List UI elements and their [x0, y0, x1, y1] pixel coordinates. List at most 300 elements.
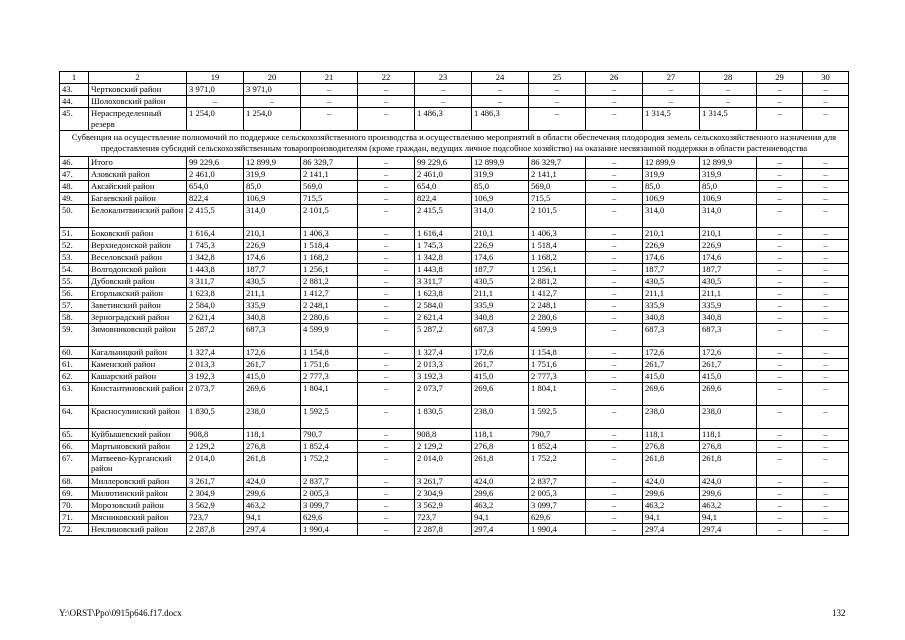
table-row	[60, 499, 849, 511]
value-cell: –	[358, 299, 415, 311]
value-cell: 269,6	[472, 382, 529, 405]
value-cell: 1 745,3	[415, 239, 472, 251]
value-cell: 1 990,4	[301, 523, 358, 535]
value-cell: –	[757, 370, 803, 382]
value-cell: 2 881,2	[301, 275, 358, 287]
value-cell: 430,5	[244, 275, 301, 287]
value-cell: 172,6	[244, 346, 301, 358]
value-cell: 1 443,8	[187, 263, 244, 275]
value-cell: –	[757, 311, 803, 323]
value-cell: 261,7	[244, 358, 301, 370]
value-cell: 2 415,5	[187, 204, 244, 227]
value-cell: 3 192,3	[415, 370, 472, 382]
value-cell: –	[757, 263, 803, 275]
value-cell: 226,9	[472, 239, 529, 251]
district-name: Аксайский район	[89, 180, 187, 192]
row-number: 47.	[60, 168, 89, 180]
value-cell: –	[803, 440, 849, 452]
value-cell: –	[586, 311, 643, 323]
value-cell: 261,8	[700, 452, 757, 475]
value-cell: 335,9	[700, 299, 757, 311]
value-cell: –	[757, 204, 803, 227]
district-name: Миллеровский район	[89, 475, 187, 487]
document-path: Y:\ORST\Ppo\0915p646.f17.docx	[59, 608, 182, 618]
value-cell: 463,2	[700, 499, 757, 511]
value-cell: –	[358, 382, 415, 405]
value-cell: 2 013,3	[187, 358, 244, 370]
row-number: 62.	[60, 370, 89, 382]
value-cell: 1 486,3	[415, 108, 472, 131]
value-cell: –	[358, 499, 415, 511]
value-cell: –	[529, 84, 586, 96]
value-cell: 118,1	[472, 428, 529, 440]
district-name: Матвеево-Курганский район	[89, 452, 187, 475]
row-number: 64.	[60, 405, 89, 428]
value-cell: 2 415,5	[415, 204, 472, 227]
table-row	[60, 84, 849, 96]
value-cell: 319,9	[700, 168, 757, 180]
value-cell: –	[803, 180, 849, 192]
value-cell: 1 623,8	[415, 287, 472, 299]
value-cell: –	[358, 108, 415, 131]
table-row	[60, 487, 849, 499]
value-cell: 238,0	[472, 405, 529, 428]
value-cell: 629,6	[529, 511, 586, 523]
value-cell: –	[529, 96, 586, 108]
table-row	[60, 358, 849, 370]
value-cell: 1 752,2	[301, 452, 358, 475]
value-cell: 314,0	[472, 204, 529, 227]
value-cell: –	[757, 346, 803, 358]
value-cell: 1 752,2	[529, 452, 586, 475]
value-cell: 211,1	[700, 287, 757, 299]
district-name: Веселовский район	[89, 251, 187, 263]
value-cell: 86 329,7	[301, 156, 358, 168]
district-name: Чертковский район	[89, 84, 187, 96]
value-cell: –	[586, 204, 643, 227]
value-cell: 463,2	[244, 499, 301, 511]
value-cell: 790,7	[529, 428, 586, 440]
table-row	[60, 263, 849, 275]
value-cell: 2 101,5	[301, 204, 358, 227]
value-cell: 85,0	[472, 180, 529, 192]
value-cell: –	[586, 180, 643, 192]
value-cell: 1 168,2	[529, 251, 586, 263]
value-cell: 319,9	[472, 168, 529, 180]
value-cell: –	[187, 96, 244, 108]
row-number: 56.	[60, 287, 89, 299]
value-cell: 276,8	[472, 440, 529, 452]
column-header: 24	[472, 72, 529, 84]
value-cell: 226,9	[643, 239, 700, 251]
value-cell: 210,1	[472, 227, 529, 239]
value-cell: 2 287,8	[415, 523, 472, 535]
value-cell: 1 406,3	[529, 227, 586, 239]
value-cell: 415,0	[244, 370, 301, 382]
district-name: Мартыновский район	[89, 440, 187, 452]
value-cell: 1 154,8	[301, 346, 358, 358]
table-row	[60, 382, 849, 405]
value-cell: 3 562,9	[187, 499, 244, 511]
value-cell: –	[803, 358, 849, 370]
value-cell: –	[358, 192, 415, 204]
value-cell: –	[586, 156, 643, 168]
row-number: 65.	[60, 428, 89, 440]
table-row	[60, 275, 849, 287]
value-cell: 340,8	[643, 311, 700, 323]
value-cell: 2 280,6	[301, 311, 358, 323]
value-cell: –	[803, 108, 849, 131]
row-number: 49.	[60, 192, 89, 204]
value-cell: –	[803, 452, 849, 475]
row-number: 68.	[60, 475, 89, 487]
value-cell: 2 584,0	[415, 299, 472, 311]
value-cell: –	[757, 323, 803, 346]
column-header: 27	[643, 72, 700, 84]
value-cell: 211,1	[472, 287, 529, 299]
value-cell: –	[757, 156, 803, 168]
value-cell: 85,0	[244, 180, 301, 192]
value-cell: –	[529, 108, 586, 131]
district-name: Шолоховский район	[89, 96, 187, 108]
value-cell: 424,0	[700, 475, 757, 487]
district-name: Итого	[89, 156, 187, 168]
value-cell: 1 342,8	[415, 251, 472, 263]
table-row	[60, 168, 849, 180]
value-cell: 822,4	[415, 192, 472, 204]
value-cell: 174,6	[472, 251, 529, 263]
value-cell: 1 406,3	[301, 227, 358, 239]
value-cell: 174,6	[244, 251, 301, 263]
column-header: 28	[700, 72, 757, 84]
value-cell: –	[301, 108, 358, 131]
value-cell: 2 461,0	[415, 168, 472, 180]
value-cell: 1 254,0	[244, 108, 301, 131]
value-cell: 335,9	[244, 299, 301, 311]
value-cell: 1 830,5	[187, 405, 244, 428]
value-cell: 94,1	[472, 511, 529, 523]
value-cell: 276,8	[244, 440, 301, 452]
value-cell: 2 141,1	[529, 168, 586, 180]
value-cell: 99 229,6	[415, 156, 472, 168]
column-header: 23	[415, 72, 472, 84]
value-cell: 715,5	[301, 192, 358, 204]
value-cell: 3 971,0	[244, 84, 301, 96]
value-cell: –	[358, 96, 415, 108]
value-cell: 12 899,9	[643, 156, 700, 168]
value-cell: 1 327,4	[415, 346, 472, 358]
value-cell: –	[358, 323, 415, 346]
value-cell: 2 304,9	[415, 487, 472, 499]
value-cell: 335,9	[472, 299, 529, 311]
value-cell: 723,7	[187, 511, 244, 523]
value-cell: –	[757, 84, 803, 96]
value-cell: 654,0	[415, 180, 472, 192]
table-row	[60, 346, 849, 358]
value-cell: 1 327,4	[187, 346, 244, 358]
value-cell: 2 248,1	[301, 299, 358, 311]
district-name: Кашарский район	[89, 370, 187, 382]
value-cell: 172,6	[643, 346, 700, 358]
value-cell: –	[586, 239, 643, 251]
district-name: Белокалитвинский район	[89, 204, 187, 227]
value-cell: 3 311,7	[187, 275, 244, 287]
value-cell: –	[586, 96, 643, 108]
value-cell: –	[803, 168, 849, 180]
value-cell: 85,0	[643, 180, 700, 192]
value-cell: –	[358, 275, 415, 287]
table-row	[60, 311, 849, 323]
value-cell: 715,5	[529, 192, 586, 204]
value-cell: 210,1	[244, 227, 301, 239]
value-cell: 226,9	[700, 239, 757, 251]
value-cell: 424,0	[244, 475, 301, 487]
value-cell: 2 461,0	[187, 168, 244, 180]
column-header: 26	[586, 72, 643, 84]
column-header: 2	[89, 72, 187, 84]
row-number: 63.	[60, 382, 89, 405]
value-cell: 12 899,9	[472, 156, 529, 168]
value-cell: –	[803, 263, 849, 275]
value-cell: –	[472, 84, 529, 96]
value-cell: 1 256,1	[529, 263, 586, 275]
value-cell: 1 990,4	[529, 523, 586, 535]
value-cell: –	[700, 96, 757, 108]
value-cell: 5 287,2	[187, 323, 244, 346]
value-cell: 335,9	[643, 299, 700, 311]
value-cell: 415,0	[643, 370, 700, 382]
table-row	[60, 287, 849, 299]
value-cell: –	[803, 156, 849, 168]
value-cell: –	[803, 487, 849, 499]
row-number: 46.	[60, 156, 89, 168]
value-cell: –	[803, 275, 849, 287]
district-name: Каменский район	[89, 358, 187, 370]
row-number: 53.	[60, 251, 89, 263]
row-number: 72.	[60, 523, 89, 535]
value-cell: 1 751,6	[301, 358, 358, 370]
value-cell: –	[643, 84, 700, 96]
value-cell: 187,7	[700, 263, 757, 275]
value-cell: 2 584,0	[187, 299, 244, 311]
value-cell: 424,0	[643, 475, 700, 487]
value-cell: 1 486,3	[472, 108, 529, 131]
value-cell: 687,3	[700, 323, 757, 346]
table-row	[60, 440, 849, 452]
value-cell: 430,5	[643, 275, 700, 287]
value-cell: 299,6	[700, 487, 757, 499]
value-cell: 1 623,8	[187, 287, 244, 299]
value-cell: 1 254,0	[187, 108, 244, 131]
value-cell: 94,1	[643, 511, 700, 523]
value-cell: 5 287,2	[415, 323, 472, 346]
value-cell: 94,1	[700, 511, 757, 523]
value-cell: 238,0	[700, 405, 757, 428]
district-name: Волгодонской район	[89, 263, 187, 275]
value-cell: –	[757, 440, 803, 452]
page-number: 132	[832, 608, 846, 618]
value-cell: –	[586, 299, 643, 311]
table-row	[60, 428, 849, 440]
value-cell: 1 412,7	[301, 287, 358, 299]
value-cell: –	[757, 180, 803, 192]
value-cell: 1 804,1	[529, 382, 586, 405]
value-cell: 276,8	[700, 440, 757, 452]
value-cell: 269,6	[643, 382, 700, 405]
value-cell: –	[803, 227, 849, 239]
value-cell: 1 518,4	[529, 239, 586, 251]
value-cell: –	[358, 428, 415, 440]
value-cell: 238,0	[643, 405, 700, 428]
district-name: Морозовский район	[89, 499, 187, 511]
value-cell: 1 745,3	[187, 239, 244, 251]
value-cell: 1 412,7	[529, 287, 586, 299]
value-cell: 430,5	[700, 275, 757, 287]
value-cell: –	[757, 251, 803, 263]
table-row	[60, 452, 849, 475]
district-name: Милютинский район	[89, 487, 187, 499]
value-cell: –	[803, 192, 849, 204]
value-cell: 12 899,9	[700, 156, 757, 168]
district-name: Боковский район	[89, 227, 187, 239]
value-cell: –	[803, 511, 849, 523]
value-cell: –	[358, 180, 415, 192]
value-cell: –	[803, 287, 849, 299]
value-cell: –	[586, 382, 643, 405]
value-cell: –	[358, 263, 415, 275]
value-cell: –	[803, 311, 849, 323]
value-cell: –	[586, 275, 643, 287]
value-cell: –	[358, 405, 415, 428]
value-cell: –	[358, 370, 415, 382]
value-cell: –	[358, 311, 415, 323]
value-cell: –	[586, 523, 643, 535]
value-cell: 2 073,7	[187, 382, 244, 405]
value-cell: 654,0	[187, 180, 244, 192]
value-cell: –	[757, 192, 803, 204]
table-row	[60, 370, 849, 382]
value-cell: –	[757, 499, 803, 511]
row-number: 43.	[60, 84, 89, 96]
value-cell: –	[586, 287, 643, 299]
value-cell: 687,3	[244, 323, 301, 346]
value-cell: 2 280,6	[529, 311, 586, 323]
row-number: 54.	[60, 263, 89, 275]
value-cell: 2 248,1	[529, 299, 586, 311]
value-cell: 210,1	[700, 227, 757, 239]
value-cell: 2 101,5	[529, 204, 586, 227]
value-cell: 226,9	[244, 239, 301, 251]
value-cell: 1 592,5	[301, 405, 358, 428]
value-cell: –	[586, 511, 643, 523]
value-cell: –	[757, 168, 803, 180]
value-cell: –	[803, 475, 849, 487]
value-cell: 106,9	[643, 192, 700, 204]
section-title: Субвенция на осуществление полномочий по поддержке сельскохозяйственного производства и осуществлению мероприятий в области обеспечения плодородия земель сельскохозяйственного назначения для предоставления субсидий сельскохозяйственным товаропроизводителям (кроме граждан, ведущих личное подсобное хозяйство) на оказание несвязанной поддержки в области растениеводства	[60, 131, 849, 157]
value-cell: 569,0	[529, 180, 586, 192]
value-cell: –	[757, 96, 803, 108]
value-cell: –	[586, 440, 643, 452]
table-row	[60, 251, 849, 263]
table-row	[60, 204, 849, 227]
row-number: 60.	[60, 346, 89, 358]
value-cell: 1 314,5	[700, 108, 757, 131]
value-cell: 2 014,0	[415, 452, 472, 475]
value-cell: 463,2	[643, 499, 700, 511]
value-cell: 269,6	[700, 382, 757, 405]
value-cell: 94,1	[244, 511, 301, 523]
table-row	[60, 96, 849, 108]
value-cell: –	[586, 405, 643, 428]
value-cell: –	[757, 487, 803, 499]
value-cell: 299,6	[643, 487, 700, 499]
value-cell: –	[301, 84, 358, 96]
district-name: Верхнедонской район	[89, 239, 187, 251]
value-cell: 2 304,9	[187, 487, 244, 499]
row-number: 57.	[60, 299, 89, 311]
value-cell: 269,6	[244, 382, 301, 405]
value-cell: –	[415, 96, 472, 108]
value-cell: 319,9	[244, 168, 301, 180]
value-cell: 3 971,0	[187, 84, 244, 96]
district-name: Багаевский район	[89, 192, 187, 204]
value-cell: –	[757, 511, 803, 523]
value-cell: –	[472, 96, 529, 108]
value-cell: –	[586, 475, 643, 487]
value-cell: –	[358, 358, 415, 370]
district-name: Дубовский район	[89, 275, 187, 287]
value-cell: 118,1	[244, 428, 301, 440]
value-cell: 261,7	[643, 358, 700, 370]
value-cell: 276,8	[643, 440, 700, 452]
value-cell: –	[757, 405, 803, 428]
value-cell: 174,6	[700, 251, 757, 263]
subsidy-table	[59, 71, 849, 536]
row-number: 50.	[60, 204, 89, 227]
value-cell: –	[586, 263, 643, 275]
value-cell: 4 599,9	[529, 323, 586, 346]
value-cell: 238,0	[244, 405, 301, 428]
value-cell: –	[586, 323, 643, 346]
value-cell: –	[358, 168, 415, 180]
value-cell: 210,1	[643, 227, 700, 239]
value-cell: 2 777,3	[301, 370, 358, 382]
value-cell: –	[358, 523, 415, 535]
value-cell: 118,1	[700, 428, 757, 440]
value-cell: –	[586, 84, 643, 96]
value-cell: –	[757, 475, 803, 487]
value-cell: 1 314,5	[643, 108, 700, 131]
value-cell: 314,0	[643, 204, 700, 227]
table-row	[60, 192, 849, 204]
district-name: Зерноградский район	[89, 311, 187, 323]
value-cell: –	[358, 346, 415, 358]
value-cell: –	[358, 156, 415, 168]
value-cell: –	[803, 251, 849, 263]
value-cell: –	[358, 251, 415, 263]
value-cell: 2 837,7	[301, 475, 358, 487]
row-number: 58.	[60, 311, 89, 323]
value-cell: 2 881,2	[529, 275, 586, 287]
district-name: Куйбышевский район	[89, 428, 187, 440]
column-header: 20	[244, 72, 301, 84]
value-cell: –	[757, 287, 803, 299]
row-number: 59.	[60, 323, 89, 346]
value-cell: 106,9	[472, 192, 529, 204]
value-cell: 3 311,7	[415, 275, 472, 287]
value-cell: –	[586, 227, 643, 239]
value-cell: –	[803, 428, 849, 440]
